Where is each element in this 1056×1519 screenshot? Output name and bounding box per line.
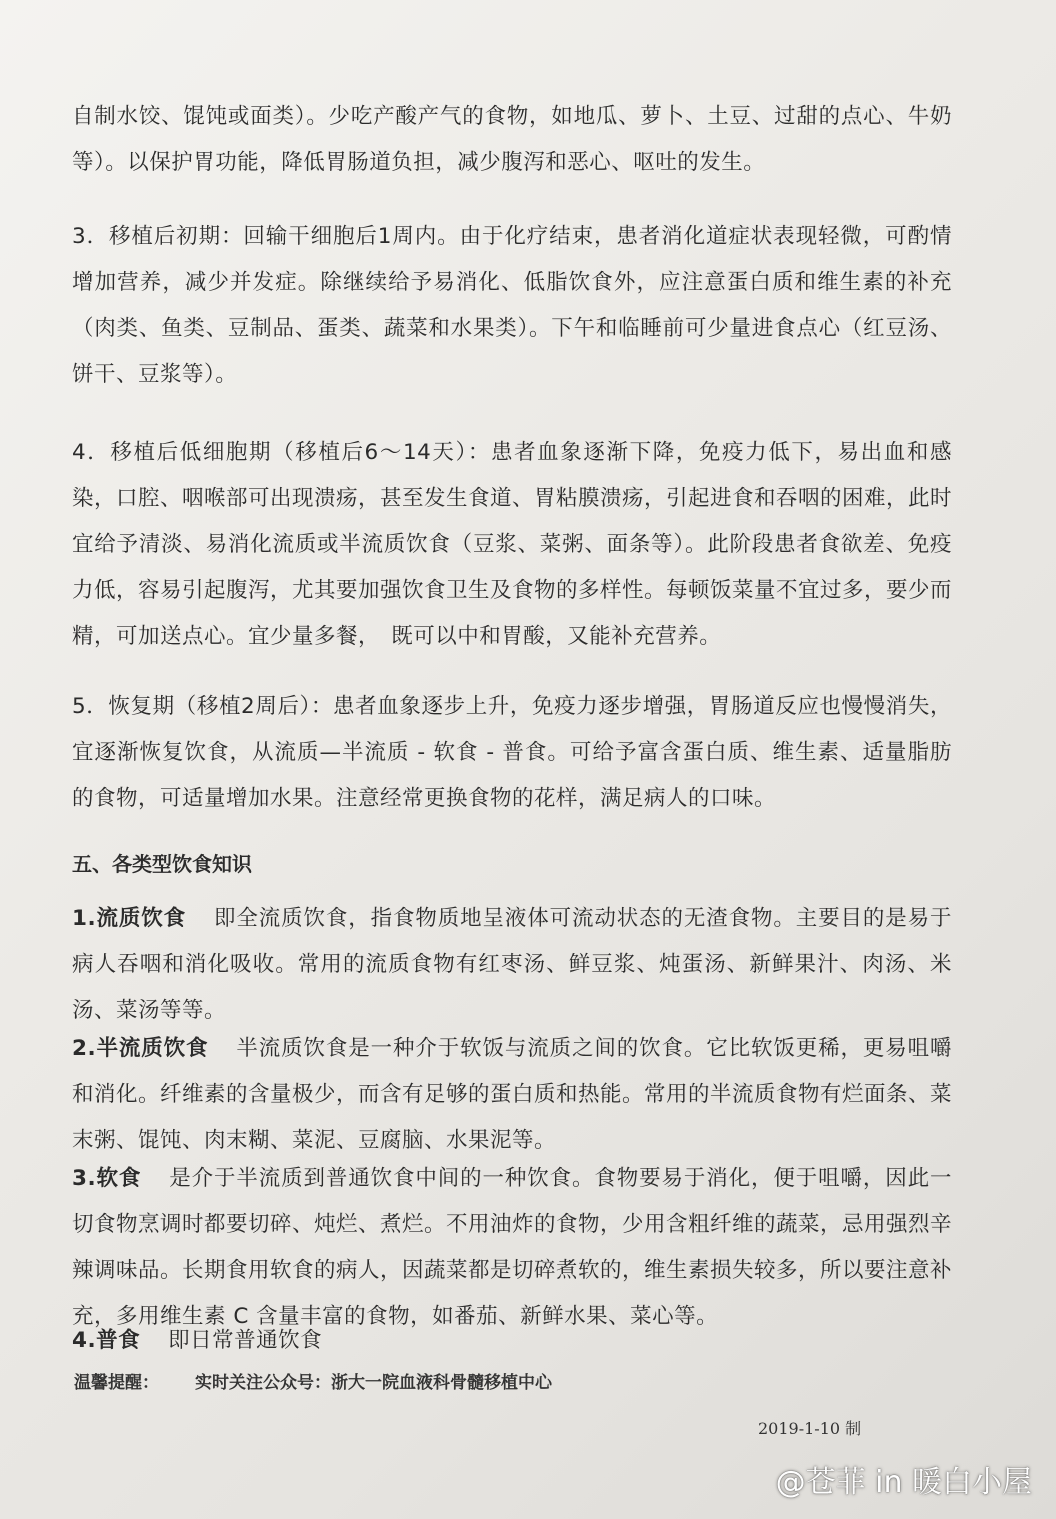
diet-semi-liquid-label: 2.半流质饮食 bbox=[72, 1036, 209, 1061]
diet-regular bbox=[72, 1318, 952, 1364]
watermark: @苍菲 in 暖白小屋 bbox=[775, 1465, 1032, 1500]
warm-reminder-text: 实时关注公众号：浙大一院血液科骨髓移植中心 bbox=[195, 1373, 552, 1393]
diet-liquid bbox=[72, 896, 952, 1034]
diet-soft bbox=[72, 1156, 952, 1340]
diet-regular-label: 4.普食 bbox=[72, 1328, 141, 1353]
diet-soft-text: 是介于半流质到普通饮食中间的一种饮食。食物要易于消化，便于咀嚼，因此一切食物烹调时都要切碎、炖烂、煮烂。不用油炸的食物，少用含粗纤维的蔬菜，忌用强烈辛辣调味品。长期食用软食的病人，因蔬菜都是切碎煮软的，维生素损失较多，所以要注意补充，多用维生素 C 含量丰富的食物，如番茄、新鲜水果、菜心等。 bbox=[72, 1166, 953, 1329]
diet-semi-liquid bbox=[72, 1026, 952, 1164]
paragraph-early-post-transplant: 3．移植后初期：回输干细胞后1周内。由于化疗结束，患者消化道症状表现轻微，可酌情增加营养，减少并发症。除继续给予易消化、低脂饮食外，应注意蛋白质和维生素的补充（肉类、鱼类、豆制品、蛋类、蔬菜和水果类）。下午和临睡前可少量进食点心（红豆汤、饼干、豆浆等）。 bbox=[72, 224, 952, 387]
section-title: 五、各类型饮食知识 bbox=[72, 852, 252, 876]
diet-regular-text: 即日常普通饮食 bbox=[168, 1328, 323, 1353]
warm-reminder-label: 温馨提醒： bbox=[74, 1373, 159, 1393]
paragraph-recovery-stage: 5．恢复期（移植2周后）：患者血象逐步上升，免疫力逐步增强，胃肠道反应也慢慢消失，宜逐渐恢复饮食，从流质—半流质 - 软食 - 普食。可给予富含蛋白质、维生素、适量脂肪的食物，可适量增加水果。注意经常更换食物的花样，满足病人的口味。 bbox=[72, 694, 952, 811]
paragraph-low-cell-stage: 4．移植后低细胞期（移植后6～14天）：患者血象逐渐下降，免疫力低下，易出血和感染，口腔、咽喉部可出现溃疡，甚至发生食道、胃粘膜溃疡，引起进食和吞咽的困难，此时宜给予清淡、易消化流质或半流质饮食（豆浆、菜粥、面条等）。此阶段患者食欲差、免疫力低，容易引起腹泻，尤其要加强饮食卫生及食物的多样性。每顿饭菜量不宜过多，要少而精，可加送点心。宜少量多餐， 既可以中和胃酸，又能补充营养。 bbox=[72, 440, 953, 649]
diet-liquid-text: 即全流质饮食，指食物质地呈液体可流动状态的无渣食物。主要目的是易于病人吞咽和消化吸收。常用的流质食物有红枣汤、鲜豆浆、炖蛋汤、新鲜果汁、肉汤、米汤、菜汤等等。 bbox=[72, 906, 952, 1023]
diet-semi-liquid-text: 半流质饮食是一种介于软饭与流质之间的饮食。它比软饭更稀，更易咀嚼和消化。纤维素的含量极少，而含有足够的蛋白质和热能。常用的半流质食物有烂面条、菜末粥、馄饨、肉末糊、菜泥、豆腐脑、水果泥等。 bbox=[72, 1036, 953, 1153]
document-date: 2019-1-10 制 bbox=[758, 1419, 862, 1438]
warm-reminder bbox=[74, 1368, 552, 1393]
diet-liquid-label: 1.流质饮食 bbox=[72, 906, 186, 931]
diet-soft-label: 3.软食 bbox=[72, 1166, 142, 1191]
paragraph-intro-continuation: 自制水饺、馄饨或面类）。少吃产酸产气的食物，如地瓜、萝卜、土豆、过甜的点心、牛奶等）。以保护胃功能，降低胃肠道负担，减少腹泻和恶心、呕吐的发生。 bbox=[72, 104, 952, 175]
